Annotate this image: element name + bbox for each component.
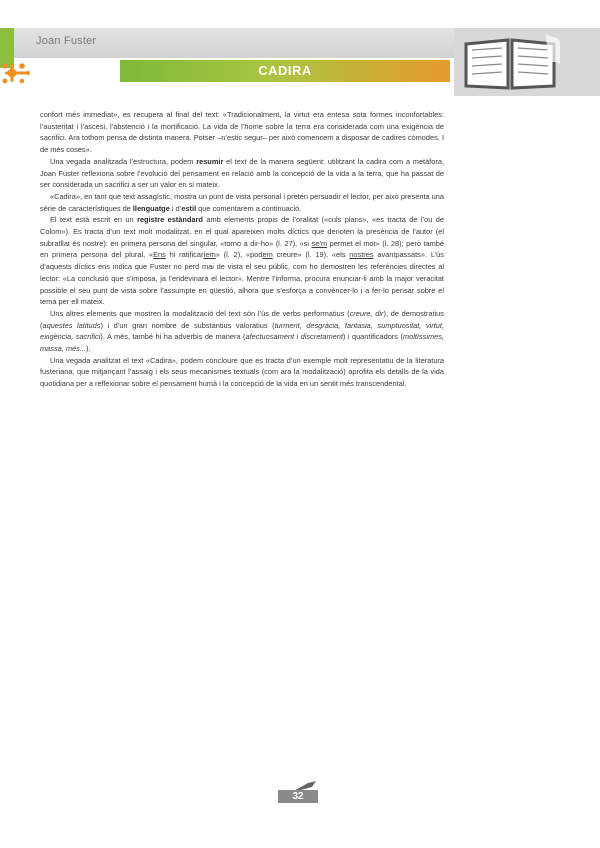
italic-text: moltíssimes, massa, més... (40, 332, 444, 354)
paragraph-text: amb elements propis de l’oralitat («culs plans», «es tracta de l’ou de Colom»). Es tracta d’un text molt modalitzat, en el qual apareixen molts díctics que denoten la presència de l’autor (el subratllat és nostre): en primera persona del singular, «torno a dir-ho» (l. 27), «si (40, 215, 444, 248)
bold-term: registre estàndard (137, 215, 203, 225)
article-body (40, 109, 444, 390)
paragraph-text: «Cadira», en tant que text assagístic, mostra un punt de vista personal i pretén persuadir el lector, per això presenta una sèrie de característiques de (40, 191, 444, 213)
underlined-text: íem (203, 250, 216, 260)
paragraph-text: que comentarem a continuació. (196, 203, 302, 213)
paragraph-text: permet el mot» (l. 28); però també en primera persona del plural, « (40, 238, 444, 260)
paragraph-text: Uns altres elements que mostren la modalització del text són l’ús de verbs performatius ( (50, 308, 350, 318)
paragraph (40, 308, 444, 355)
open-book-icon (462, 34, 560, 92)
italic-text: turment, desgràcia, fantasia, sumptuositat, virtut, exigència, sacrifici (40, 320, 444, 342)
paragraph-text: ) i d’un gran nombre de substantius valoratius ( (100, 320, 275, 330)
paragraph-text: avantpassats». L’ús d’aquests díctics ens indica que Fuster no perd mai de vista el seu públic, com ho demostren les referències directes al lector: «La conclusió que s’imposa, ja l’endevinarà el lector». Mentre l’informa, procura enunciar-li amb la major veracitat possible el seu punt de vista sobre l’assumpte en qüestió, alhora que s’esforça a convèncer-lo i a fer-lo pensar sobre el tema per ell mateix. (40, 250, 444, 307)
underlined-text: nostres (349, 250, 374, 260)
paragraph (40, 109, 444, 156)
paragraph-text: confort més immediat», es recupera al final del text: «Tradicionalment, la virtut era entesa sota formes inconfortables: l’austeritat i l’ascesi, l’abstenció i la mortificació. La vida de l’home sobre la terra era considerada com una exigència de sacrifici. Ara tothom pensa de distinta manera. Potser –n’estic segur– per això comencem a disposar de cadires còmodes. I de més coses». (40, 110, 444, 155)
page-number: 32 (292, 791, 304, 802)
bold-term: estil (181, 203, 197, 213)
paragraph-text: hi ratificar (165, 250, 204, 260)
underlined-text: se’m (311, 238, 328, 248)
underlined-text: Ens (153, 250, 166, 260)
paragraph-text: El text està escrit en un (50, 215, 138, 225)
paragraph (40, 191, 444, 214)
bold-term: llenguatge (132, 203, 170, 213)
author-name: Joan Fuster (36, 35, 97, 47)
paragraph (40, 214, 444, 308)
paragraph-text: » (l. 2), «pod (215, 250, 263, 260)
italic-text: creure, dir (349, 308, 384, 318)
bold-term: resumir (196, 156, 224, 166)
paragraph-text: ). A més, també hi ha adverbis de manera ( (100, 332, 246, 342)
italic-text: afectuosament i discretament (245, 332, 343, 342)
italic-text: aquestes latituds (42, 320, 101, 330)
orange-flower-logo-icon (0, 56, 34, 90)
paragraph-text: el text de la manera següent: utilitzant la cadira com a metàfora, Joan Fuster reflexiona sobre l’evolució del pensament en relació amb la concepció de la vida a la terra, que ha passat de ser considerada un sacrifici a ser un valor en si mateix. (40, 156, 445, 190)
paragraph-text: ), de demostratius ( (40, 308, 444, 330)
paragraph (40, 355, 444, 390)
paragraph-text: ) i quantificadors ( (342, 332, 403, 342)
paragraph-text: ). (86, 344, 91, 354)
paragraph-text: Una vegada analitzat el text «Cadira», podem concloure que es tracta d’un exemple molt representatiu de la literatura fusteriana, que mitjançant l’assaig i els seus mecanismes textuals (com ara la modalització) aprofita els detalls de la vida quotidiana per a reflexionar sobre el pensament humà i la concepció de la vida en un sentit més transcendental. (40, 355, 444, 389)
paragraph-text: i d’ (169, 203, 182, 213)
paragraph-text: Una vegada analitzada l’estructura, podem (50, 156, 197, 166)
underlined-text: em (262, 250, 273, 260)
paragraph (40, 156, 444, 191)
page-title: CADIRA (258, 63, 312, 78)
paragraph-text: creure» (l. 19), «els (272, 250, 350, 260)
